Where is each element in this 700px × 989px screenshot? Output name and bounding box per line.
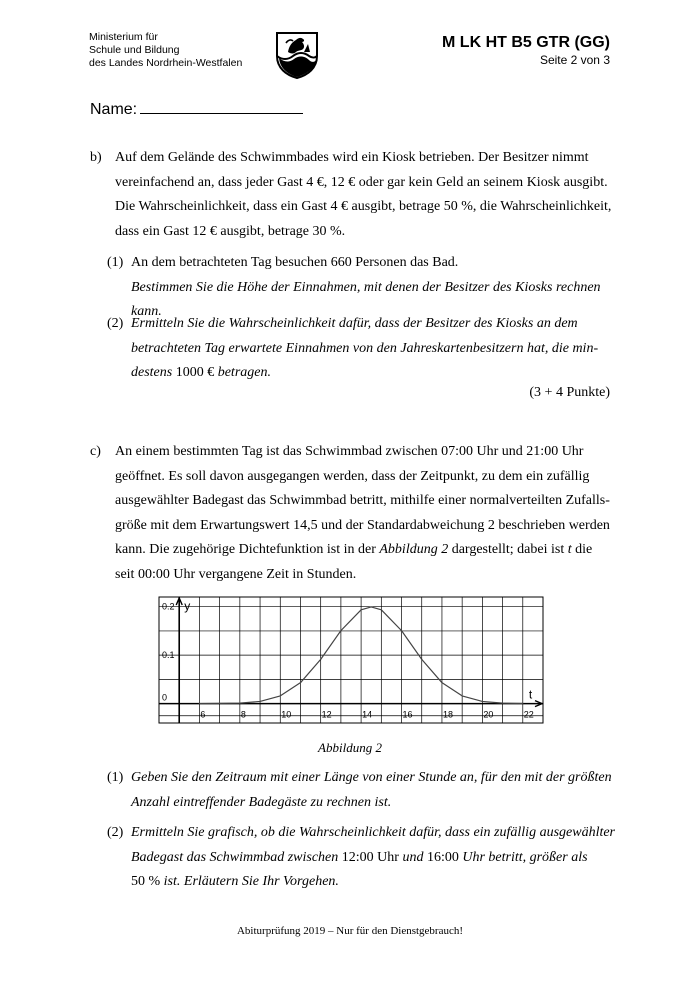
part-c-task-2 [131, 821, 626, 895]
x-tick-label: 8 [240, 709, 246, 720]
part-b-line: Auf dem Gelände des Schwimmbades wird ein Kiosk betrieben. Der Besitzer nimmt [115, 150, 589, 165]
task-amount: 1000 € [175, 365, 215, 380]
part-c-line: ausgewählter Badegast das Schwimmbad betritt, mithilfe einer normalverteilten Zufalls- [115, 493, 610, 508]
page-footer: Abiturprüfung 2019 – Nur für den Dienstgebrauch! [236, 925, 464, 937]
part-b-line: Die Wahrscheinlichkeit, dass ein Gast 4 € ausgibt, betrage 50 %, die Wahrscheinlichkeit, [115, 199, 612, 214]
data-point [239, 703, 240, 704]
task-text: Uhr betritt, größer als [462, 849, 588, 865]
density-chart [158, 596, 548, 726]
data-point [371, 606, 372, 607]
data-point [502, 703, 503, 704]
x-axis-label: t [528, 687, 533, 702]
x-tick-label: 22 [523, 709, 534, 720]
part-c-line: seit 00:00 Uhr vergangene Zeit in Stunden. [115, 566, 357, 582]
task-text: destens [131, 365, 173, 380]
task-line: An dem betrachteten Tag besuchen 660 Personen das Bad. [131, 255, 459, 270]
part-b-label: b) [90, 150, 102, 165]
task-line: Bestimmen Sie die Höhe der Einnahmen, mit denen der Besitzer des Kiosks rechnen kann. [131, 279, 601, 319]
y-tick-label: 0.1 [162, 650, 175, 661]
part-c-task-1-number: (1) [107, 770, 124, 785]
data-point [219, 703, 220, 704]
part-c-label: c) [90, 444, 101, 459]
task-line: Ermitteln Sie die Wahrscheinlichkeit dafür, dass der Besitzer des Kiosks an dem [131, 316, 578, 331]
task-percent: 50 % [131, 874, 161, 889]
page-number: Seite 2 von 3 [539, 53, 610, 67]
data-point [259, 701, 260, 702]
task-line [131, 846, 626, 871]
part-c-line [107, 538, 617, 563]
variable-t: t [567, 542, 572, 557]
ministry-name [89, 31, 242, 70]
part-b-task-2-number: (2) [107, 316, 124, 331]
part-b-line: dass ein Gast 12 € ausgibt, betrage 30 %. [115, 223, 346, 239]
line-text: kann. Die zugehörige Dichtefunktion ist in der [115, 542, 376, 557]
part-b-intro [115, 146, 615, 244]
part-b-line: vereinfachend an, dass jeder Gast 4 €, 12 € oder gar kein Geld an seinem Kiosk ausgibt. [115, 174, 608, 190]
data-point [199, 703, 200, 704]
x-tick-label: 16 [402, 709, 413, 720]
part-c-intro [107, 440, 617, 587]
part-c-line: größe mit dem Erwartungswert 14,5 und der Standardabweichung 2 beschrieben werden [115, 517, 610, 533]
task-text: und [402, 849, 424, 865]
part-c-task-2-number: (2) [107, 825, 124, 840]
data-point [280, 695, 281, 696]
x-tick-label: 18 [442, 709, 453, 720]
part-b-task-1-number: (1) [107, 255, 124, 270]
exam-code: M LK HT B5 GTR (GG) [442, 34, 610, 51]
line-text: die [575, 542, 593, 557]
line-text: dargestellt; dabei ist [451, 542, 565, 557]
data-point [522, 703, 523, 704]
x-tick-label: 20 [483, 709, 494, 720]
data-point [381, 609, 382, 610]
ministry-line-3: des Landes Nordrhein-Westfalen [89, 57, 243, 69]
part-c-line: An einem bestimmten Tag ist das Schwimmbad zwischen 07:00 Uhr und 21:00 Uhr [115, 444, 584, 459]
ministry-line-2: Schule und Bildung [89, 44, 180, 56]
task-text: ist. Erläutern Sie Ihr Vorgehen. [163, 874, 339, 889]
data-point [441, 682, 442, 683]
data-point [320, 659, 321, 660]
task-text: betragen. [217, 365, 271, 380]
points-label: (3 + 4 Punkte) [529, 385, 610, 400]
part-b-task-2 [131, 312, 626, 386]
ministry-line-1: Ministerium für [89, 31, 158, 43]
density-chart-svg [158, 596, 548, 726]
task-line: Geben Sie den Zeitraum mit einer Länge von einer Stunde an, für den mit der größten [131, 770, 612, 785]
data-point [361, 609, 362, 610]
x-tick-label: 14 [362, 709, 373, 720]
task-line: Anzahl eintreffender Badegäste zu rechnen ist. [131, 794, 392, 810]
task-line: Ermitteln Sie grafisch, ob die Wahrscheinlichkeit dafür, dass ein zufällig ausgewählter [131, 825, 616, 840]
x-tick-label: 12 [321, 709, 332, 720]
x-tick-label: 10 [281, 709, 292, 720]
part-c-task-1 [131, 766, 626, 815]
y-tick-label: 0.2 [162, 601, 175, 612]
name-field [90, 99, 303, 119]
task-time: 12:00 Uhr [341, 849, 399, 865]
figure-reference: Abbildung 2 [379, 542, 449, 557]
y-axis-label: y [184, 599, 191, 613]
task-line [131, 361, 626, 386]
figure-caption: Abbildung 2 [318, 740, 382, 755]
data-point [300, 682, 301, 683]
name-blank-line [140, 99, 303, 114]
data-point [462, 695, 463, 696]
task-text: Badegast das Schwimmbad zwischen [131, 849, 339, 865]
part-c-line: geöffnet. Es soll davon ausgegangen werden, dass der Zeitpunkt, zu dem ein zufällig [115, 468, 590, 484]
data-point [421, 659, 422, 660]
task-line [131, 870, 626, 895]
data-point [482, 701, 483, 702]
task-time: 16:00 [426, 849, 459, 865]
name-label: Name: [90, 101, 138, 118]
nrw-crest-icon [274, 30, 320, 80]
data-point [401, 630, 402, 631]
task-line: betrachteten Tag erwartete Einnahmen von den Jahreskartenbesitzern hat, die min- [131, 340, 599, 356]
data-point [340, 630, 341, 631]
x-tick-label: 6 [200, 709, 206, 720]
y-tick-label: 0 [162, 692, 168, 703]
